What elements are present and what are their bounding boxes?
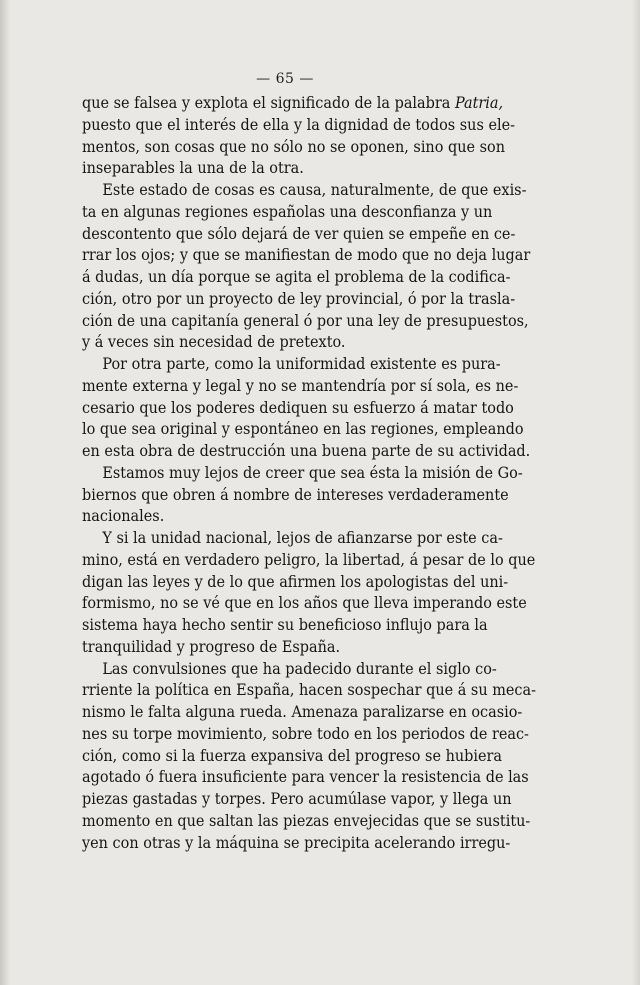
text-line-content: descontento que sólo dejará de ver quien se empeñe en ce- [82,224,516,243]
text-line [82,354,501,376]
text-line [82,528,503,550]
text-line [82,724,529,746]
text-line [82,115,516,137]
text-line [82,289,516,311]
text-line-content: tranquilidad y progreso de España. [82,637,341,656]
text-line-content: momento en que saltan las piezas envejecidas que se sustitu- [82,811,531,830]
text-line [82,485,509,507]
text-line-content: sistema haya hecho sentir su beneficioso influjo para la [82,616,488,634]
text-line-content: y á veces sin necesidad de pretexto. [82,333,346,352]
text-line-content: piezas gastadas y torpes. Pero acumúlase vapor, y llega un [82,790,512,808]
text-line-content: puesto que el interés de ella y la dignidad de todos sus ele- [82,115,516,134]
text-line [82,680,536,702]
text-line-content: mente externa y legal y no se mantendría por sí sola, es ne- [82,376,519,395]
text-line [82,398,514,420]
text-line-content: Las convulsiones que ha padecido durante el siglo co- [102,659,497,678]
text-line [82,593,527,615]
text-line [82,137,506,159]
text-line [82,267,511,289]
text-line-content: formismo, no se vé que en los años que lleva imperando este [82,594,527,613]
spine-shadow [0,0,10,985]
text-line [82,637,471,659]
text-line-content: yen con otras y la máquina se precipita acelerando irregu- [82,833,511,852]
text-line-content: digan las leyes y de lo que afirmen los apologistas del uni- [82,572,509,591]
text-line [82,746,503,768]
text-line-content: Y si la unidad nacional, lejos de afianzarse por este ca- [102,529,503,547]
text-line-content: Este estado de cosas es causa, naturalmente, de que exis- [102,181,527,199]
text-line [82,202,493,224]
text-line [82,833,511,855]
text-line [82,93,504,115]
text-line-content: mino, está en verdadero peligro, la libertad, á pesar de lo que [82,550,536,569]
text-line [82,572,509,594]
page-edge [632,0,640,985]
text-line [82,702,523,724]
text-line [82,311,529,333]
text-line-content: que se falsea y explota el significado de la palabra [82,94,455,112]
text-line [82,441,531,463]
text-line [82,224,516,246]
text-line-content: ción de una capitanía general ó por una ley de presupuestos, [82,311,529,330]
text-line-content: nes su torpe movimiento, sobre todo en los periodos de reac- [82,724,529,743]
text-line [82,506,471,528]
text-line-content: ta en algunas regiones españolas una desconfianza y un [82,202,493,221]
text-line-content: mentos, son cosas que no sólo no se oponen, sino que son [82,137,506,156]
text-line-content: agotado ó fuera insuficiente para vencer la resistencia de las [82,768,529,787]
text-line [82,767,529,789]
text-line [82,615,488,637]
text-line [82,419,524,441]
text-line-content: rrar los ojos; y que se manifiestan de modo que no deja lugar [82,246,531,265]
text-line [82,789,512,811]
text-line-content: rriente la política en España, hacen sospechar que á su meca- [82,681,536,700]
text-line-content: inseparables la una de la otra. [82,159,304,178]
body-text [82,93,536,854]
text-line [82,180,527,202]
text-line-content: Estamos muy lejos de creer que sea ésta la misión de Go- [102,463,523,482]
text-line [82,158,471,180]
text-line [82,245,531,267]
text-line-content: biernos que obren á nombre de intereses verdaderamente [82,485,509,504]
text-line-content: á dudas, un día porque se agita el problema de la codifica- [82,268,511,286]
text-line-content: ción, otro por un proyecto de ley provincial, ó por la trasla- [82,289,516,308]
text-line [82,332,471,354]
text-line-content: nismo le falta alguna rueda. Amenaza paralizarse en ocasio- [82,703,523,721]
text-line [82,811,531,833]
page-number: — 65 — [256,71,314,87]
text-line-content: cesario que los poderes dediquen su esfuerzo á matar todo [82,398,514,417]
text-line [82,376,519,398]
text-line-content: nacionales. [82,507,165,526]
text-line-content: ción, como si la fuerza expansiva del progreso se hubiera [82,746,503,765]
text-line-content: Por otra parte, como la uniformidad existente es pura- [102,355,501,373]
text-line-content: en esta obra de destrucción una buena parte de su actividad. [82,442,531,460]
italic-word: Patria, [454,94,504,112]
text-line [82,550,536,572]
text-line [82,659,497,681]
text-line [82,463,523,485]
text-line-content: lo que sea original y espontáneo en las regiones, empleando [82,420,524,439]
